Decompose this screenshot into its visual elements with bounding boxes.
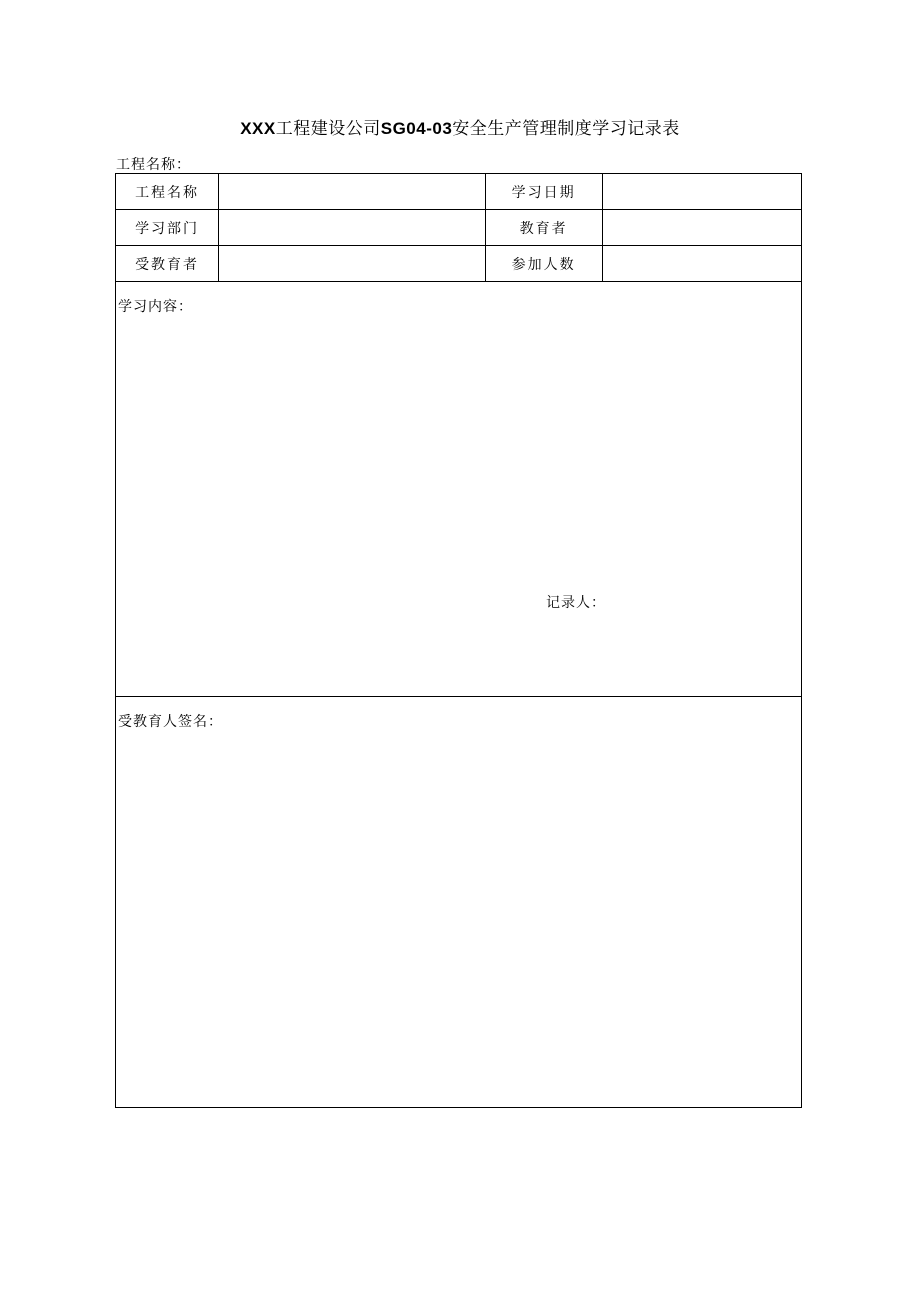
record-form-table [115, 173, 802, 1108]
project-name-cell-label: 工程名称 [116, 174, 219, 210]
study-date-field[interactable] [602, 174, 801, 210]
educatee-cell-label: 受教育者 [116, 246, 219, 282]
document-title [0, 114, 920, 139]
table-row-department [116, 210, 802, 246]
table-row-content [116, 282, 802, 697]
educator-field[interactable] [602, 210, 801, 246]
study-department-cell-label: 学习部门 [116, 210, 219, 246]
study-date-cell-label: 学习日期 [485, 174, 602, 210]
title-code: SG04-03 [380, 119, 453, 138]
title-suffix: 安全生产管理制度学习记录表 [452, 119, 680, 139]
participant-count-field[interactable] [602, 246, 801, 282]
project-name-field[interactable] [219, 174, 485, 210]
educator-cell-label: 教育者 [485, 210, 602, 246]
participant-count-cell-label: 参加人数 [485, 246, 602, 282]
table-row-educatee [116, 246, 802, 282]
signature-label: 受教育人签名： [118, 714, 223, 730]
study-department-field[interactable] [219, 210, 485, 246]
study-content-area[interactable] [116, 282, 802, 697]
project-name-label: 工程名称： [116, 157, 191, 173]
table-row-project [116, 174, 802, 210]
title-prefix: XXX [240, 119, 276, 138]
signature-area[interactable] [116, 697, 802, 1108]
study-content-label: 学习内容： [118, 299, 193, 315]
table-row-signature [116, 697, 802, 1108]
recorder-label: 记录人： [546, 595, 606, 611]
educatee-field[interactable] [219, 246, 485, 282]
title-mid: 工程建设公司 [275, 119, 381, 139]
